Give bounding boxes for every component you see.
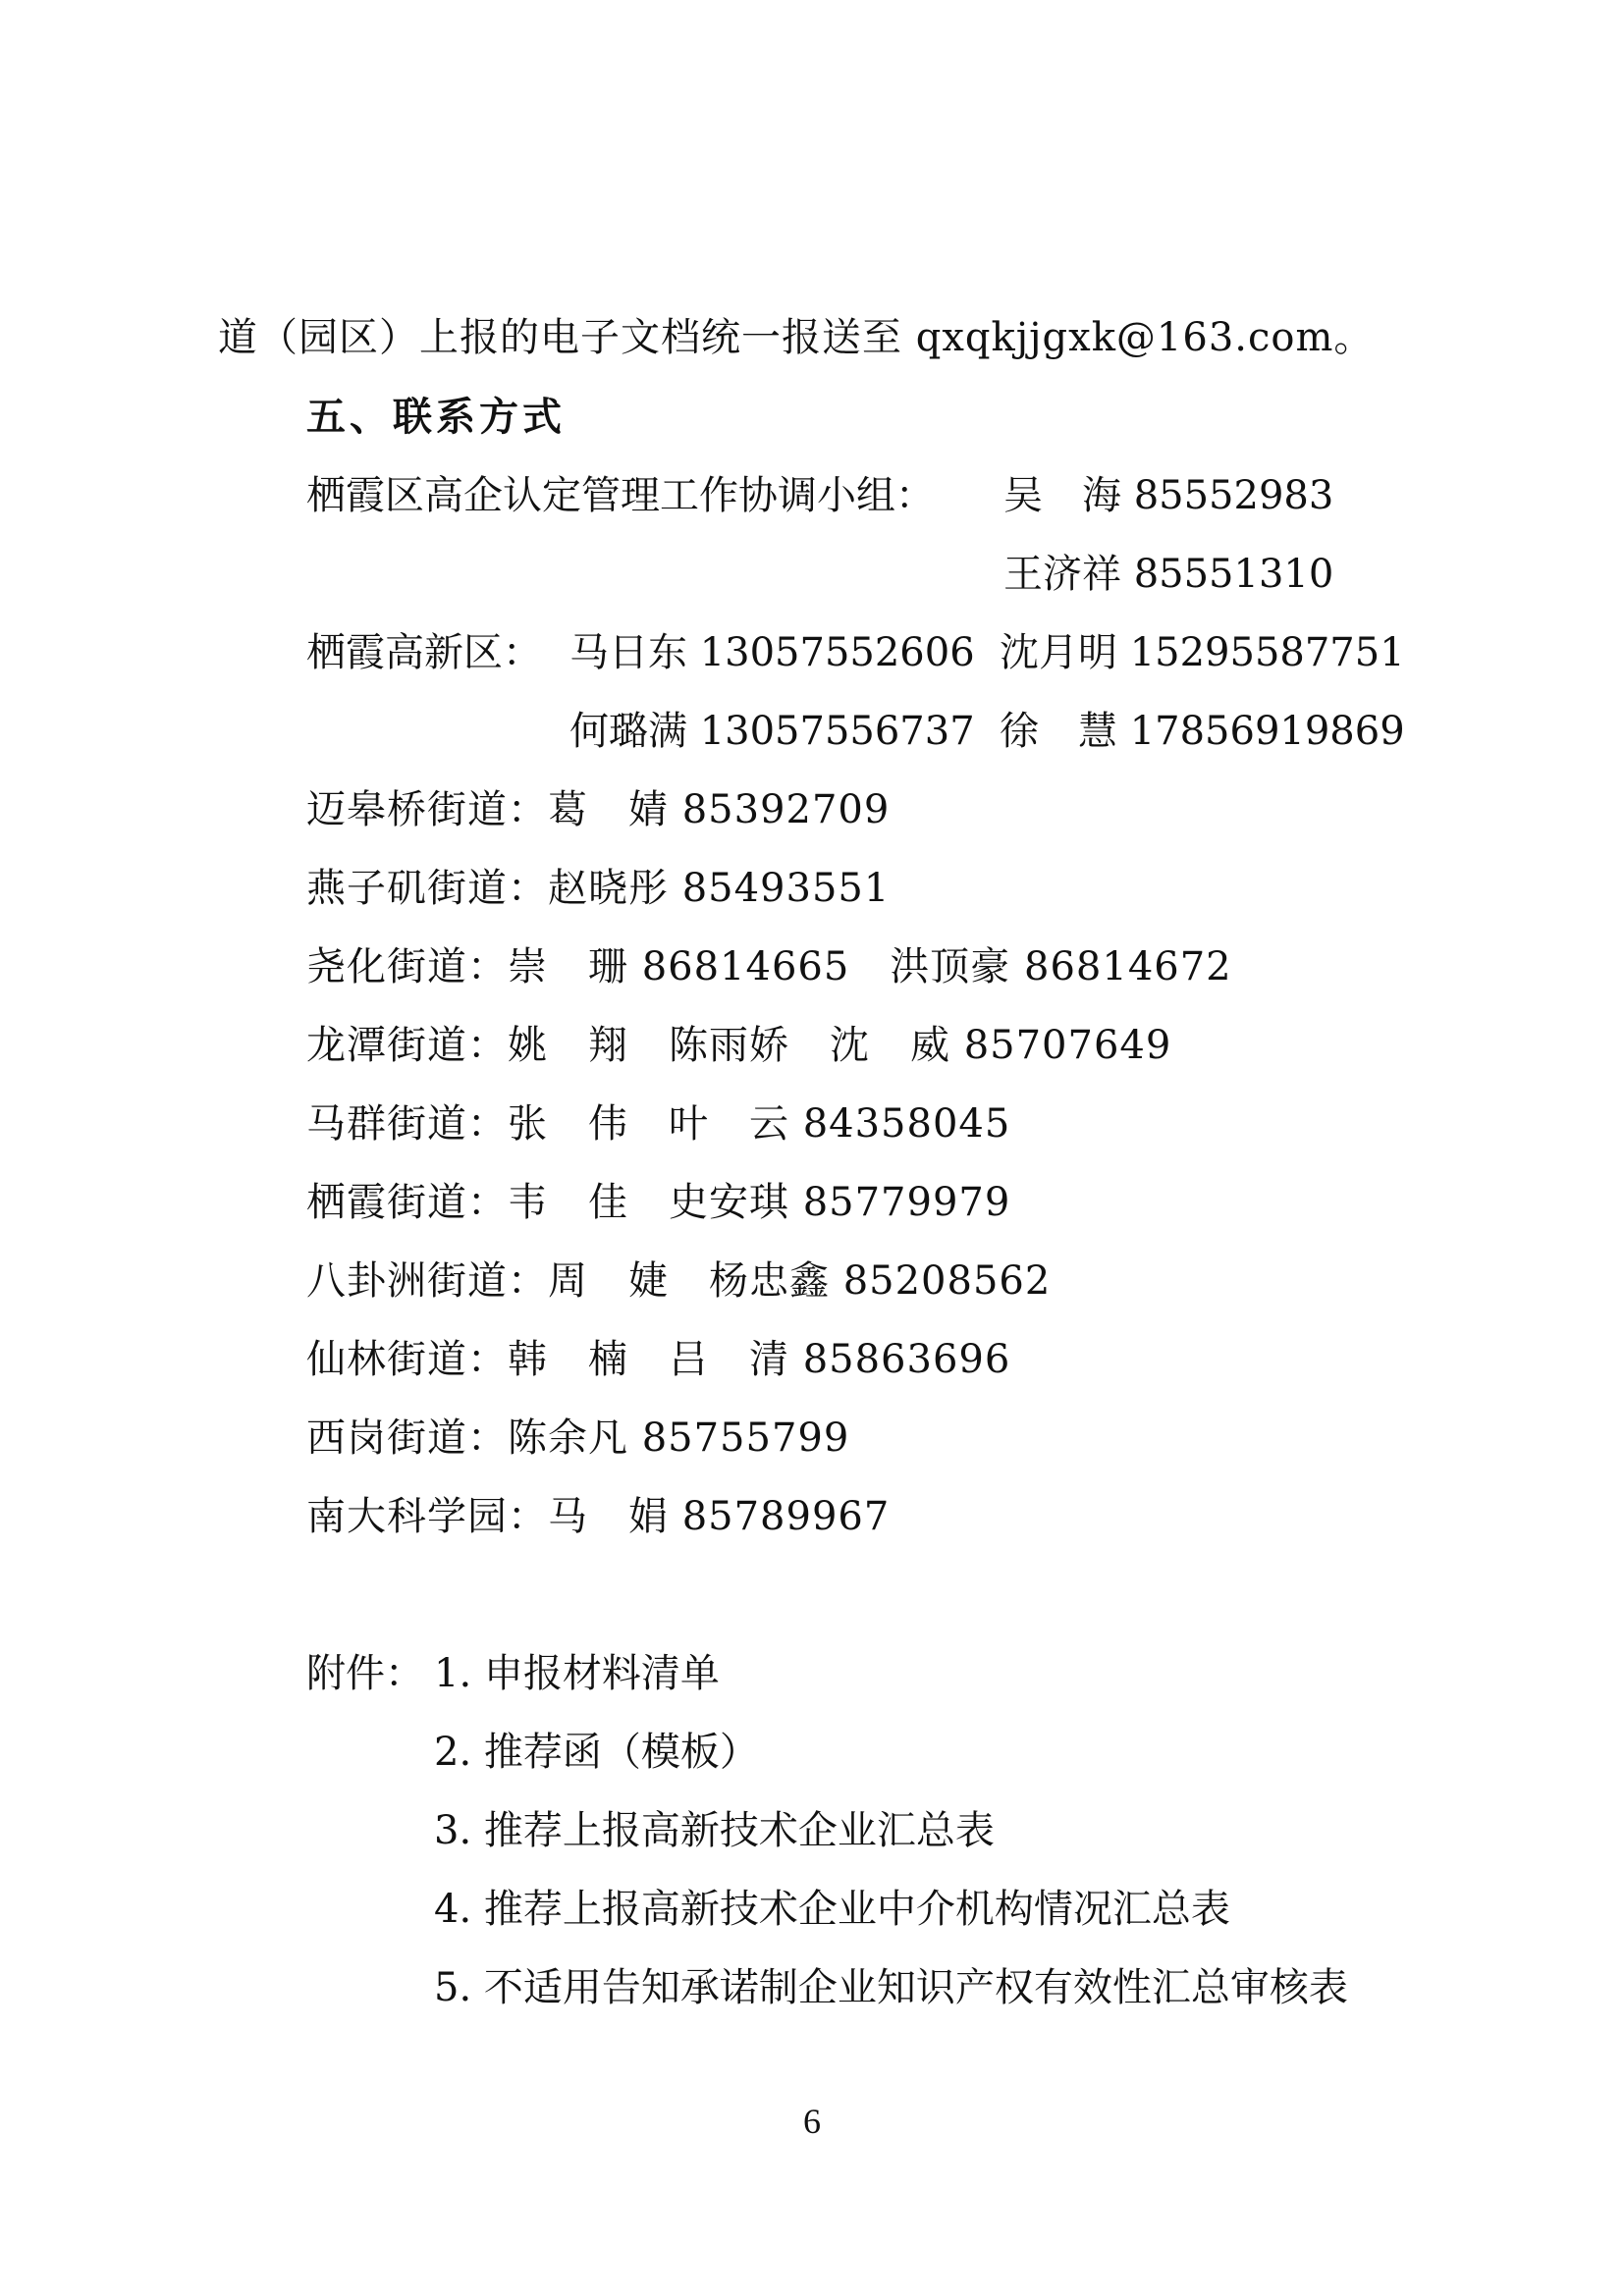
high-tech-zone-contact-4: 徐 慧 17856919869 [1000, 709, 1405, 754]
contact-row: 南大科学园：马 娟 85789967 [306, 1494, 891, 1539]
coordination-group-label: 栖霞区高企认定管理工作协调小组： [306, 473, 935, 518]
contact-row: 马群街道：张 伟 叶 云 84358045 [306, 1101, 1011, 1147]
attachment-item: 2. 推荐函（模板） [434, 1730, 759, 1775]
contact-row: 仙林街道：韩 楠 吕 清 85863696 [306, 1337, 1011, 1382]
attachments-label: 附件： [306, 1651, 424, 1696]
high-tech-zone-contact-1: 马日东 13057552606 [569, 630, 975, 675]
coordination-group-line2: 王济祥 85551310 [1003, 552, 1334, 597]
coordination-group-line1: 吴 海 85552983 [1003, 473, 1334, 518]
contact-row: 八卦洲街道：周 婕 杨忠鑫 85208562 [306, 1258, 1052, 1304]
attachment-item: 4. 推荐上报高新技术企业中介机构情况汇总表 [434, 1887, 1230, 1932]
high-tech-zone-label: 栖霞高新区： [306, 630, 542, 675]
attachment-item: 3. 推荐上报高新技术企业汇总表 [434, 1808, 995, 1853]
high-tech-zone-contact-2: 沈月明 15295587751 [1000, 630, 1405, 675]
contact-row: 西岗街道：陈余凡 85755799 [306, 1415, 850, 1461]
contact-row: 燕子矶街道：赵晓彤 85493551 [306, 866, 891, 911]
high-tech-zone-contact-3: 何璐满 13057556737 [569, 709, 975, 754]
contact-row: 尧化街道：崇 珊 86814665 洪顶豪 86814672 [306, 944, 1232, 989]
page-number: 6 [803, 2102, 821, 2141]
contact-row: 栖霞街道：韦 佳 史安琪 85779979 [306, 1180, 1011, 1225]
attachment-item: 1. 申报材料清单 [434, 1651, 720, 1696]
contact-row: 龙潭街道：姚 翔 陈雨娇 沈 威 85707649 [306, 1023, 1172, 1068]
intro-line: 道（园区）上报的电子文档统一报送至 qxqkjjgxk@163.com。 [218, 315, 1375, 360]
contact-row: 迈皋桥街道：葛 婧 85392709 [306, 787, 891, 832]
attachment-item: 5. 不适用告知承诺制企业知识产权有效性汇总审核表 [434, 1965, 1348, 2010]
section-heading: 五、联系方式 [306, 395, 566, 440]
